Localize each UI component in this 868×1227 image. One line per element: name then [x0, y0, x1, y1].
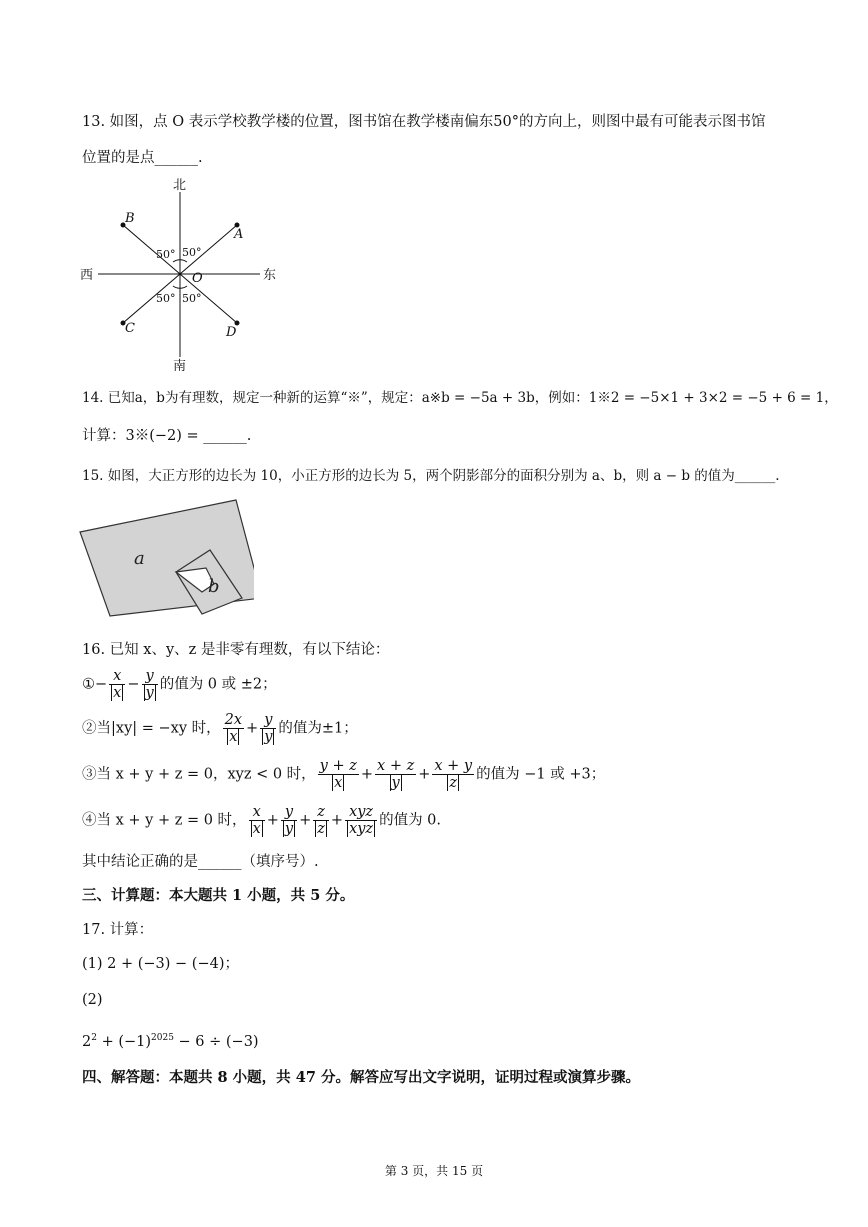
q16-conclusion-4: ④当 x + y + z = 0 时， $\frac{x}{x}$ + $\frac{y}{y}$ + $\frac{z}{z}$ + $\frac{\text{xyz}}{\text{xyz}}$ 的值为 0. — [82, 804, 442, 837]
q16-fill-line: 其中结论正确的是______（填序号）. — [82, 854, 319, 870]
fraction-xyz-abs-xyz: $\frac{\text{xyz}}{\text{xyz}}$ — [345, 804, 377, 837]
fraction-xz-abs-y: $\frac{x + z}{y}$ — [377, 758, 415, 791]
angle-upper-left: 50° — [156, 248, 176, 261]
east-label: 东 — [263, 268, 277, 283]
q16-conclusion-3: ③当 x + y + z = 0，xyz < 0 时， $\frac{y + z}{x}$ + $\frac{x + z}{y}$ + $\frac{x + y}{z}$ 的值为 −1 或 +3； — [82, 758, 606, 791]
q17-part-1: (1) 2 + (−3) − (−4)； — [82, 956, 239, 972]
c2-suffix: 的值为±1； — [278, 720, 358, 737]
q13-text-line1: 13. 如图，点 O 表示学校教学楼的位置，图书馆在教学楼南偏东50°的方向上，则图中最有可能表示图书馆 — [82, 114, 766, 130]
south-label: 南 — [173, 359, 187, 372]
fraction-y-abs-y-4: $\frac{y}{y}$ — [281, 804, 297, 837]
c4-prefix: ④当 x + y + z = 0 时， — [82, 812, 247, 829]
point-D-label: D — [226, 325, 237, 340]
q15-text-line1: 15. 如图，大正方形的边长为 10，小正方形的边长为 5，两个阴影部分的面积分别为 a、b，则 a − b 的值为______. — [82, 468, 780, 484]
fraction-y-abs-y: $\frac{y}{y}$ — [142, 668, 158, 701]
point-C-label: C — [125, 321, 135, 336]
west-label: 西 — [80, 268, 94, 283]
section-3-heading: 三、计算题：本大题共 1 小题，共 5 分。 — [82, 887, 355, 904]
c4-suffix: 的值为 0. — [379, 812, 442, 829]
q14-text-line2: 计算：3※(−2) = ______. — [82, 428, 252, 444]
angle-upper-right: 50° — [182, 246, 202, 259]
q16-conclusion-2: ②当|xy| = −xy 时， $\frac{2x}{x}$ + $\frac{y}{y}$ 的值为±1； — [82, 712, 358, 745]
q16-conclusion-1: ①− $\frac{x}{x}$ − $\frac{y}{y}$ 的值为 0 或 ±2； — [82, 668, 277, 701]
point-B-label: B — [125, 211, 135, 226]
q16-stem: 16. 已知 x、y、z 是非零有理数，有以下结论： — [82, 642, 390, 658]
point-O-label: O — [192, 271, 203, 286]
c3-suffix: 的值为 −1 或 +3； — [476, 766, 606, 783]
c2-prefix: ②当|xy| = −xy 时， — [82, 720, 221, 737]
squares-figure — [74, 492, 254, 628]
page-footer: 第 3 页，共 15 页 — [384, 1164, 484, 1178]
q17-part-2-label: (2) — [82, 992, 103, 1008]
north-label: 北 — [173, 178, 187, 193]
fraction-xy-abs-z: $\frac{x + y}{z}$ — [434, 758, 473, 791]
fraction-x-abs-x-4: $\frac{x}{x}$ — [249, 804, 265, 837]
q14-text-line1: 14. 已知a，b为有理数，规定一种新的运算“※”，规定：a※b = −5a + 3b，例如：1※2 = −5×1 + 3×2 = −5 + 6 = 1， — [82, 390, 838, 406]
c3-prefix: ③当 x + y + z = 0，xyz < 0 时， — [82, 766, 316, 783]
fraction-2x-abs-x: $\frac{2x}{x}$ — [224, 712, 243, 745]
q17-part-2-expression: $2^2 + (-1)^{2025} - 6 \div (-3)$ — [82, 1033, 259, 1050]
c1-prefix: ①− — [82, 676, 108, 693]
c1-suffix: 的值为 0 或 ±2； — [159, 676, 277, 693]
compass-figure — [70, 172, 290, 372]
point-A-label: A — [234, 227, 244, 242]
fraction-yz-abs-x: $\frac{y + z}{x}$ — [319, 758, 357, 791]
angle-lower-left: 50° — [156, 292, 176, 305]
area-a-label: a — [134, 548, 145, 569]
fraction-y-abs-y-2: $\frac{y}{y}$ — [260, 712, 276, 745]
q17-stem: 17. 计算： — [82, 922, 154, 938]
area-b-label: b — [208, 576, 220, 597]
angle-lower-right: 50° — [182, 292, 202, 305]
fraction-x-abs-x: $\frac{x}{x}$ — [109, 668, 125, 701]
section-4-heading: 四、解答题：本题共 8 小题，共 47 分。解答应写出文字说明，证明过程或演算步骤。 — [82, 1069, 640, 1086]
q13-text-line2: 位置的是点______. — [82, 150, 203, 166]
fraction-z-abs-z: $\frac{z}{z}$ — [313, 804, 329, 837]
